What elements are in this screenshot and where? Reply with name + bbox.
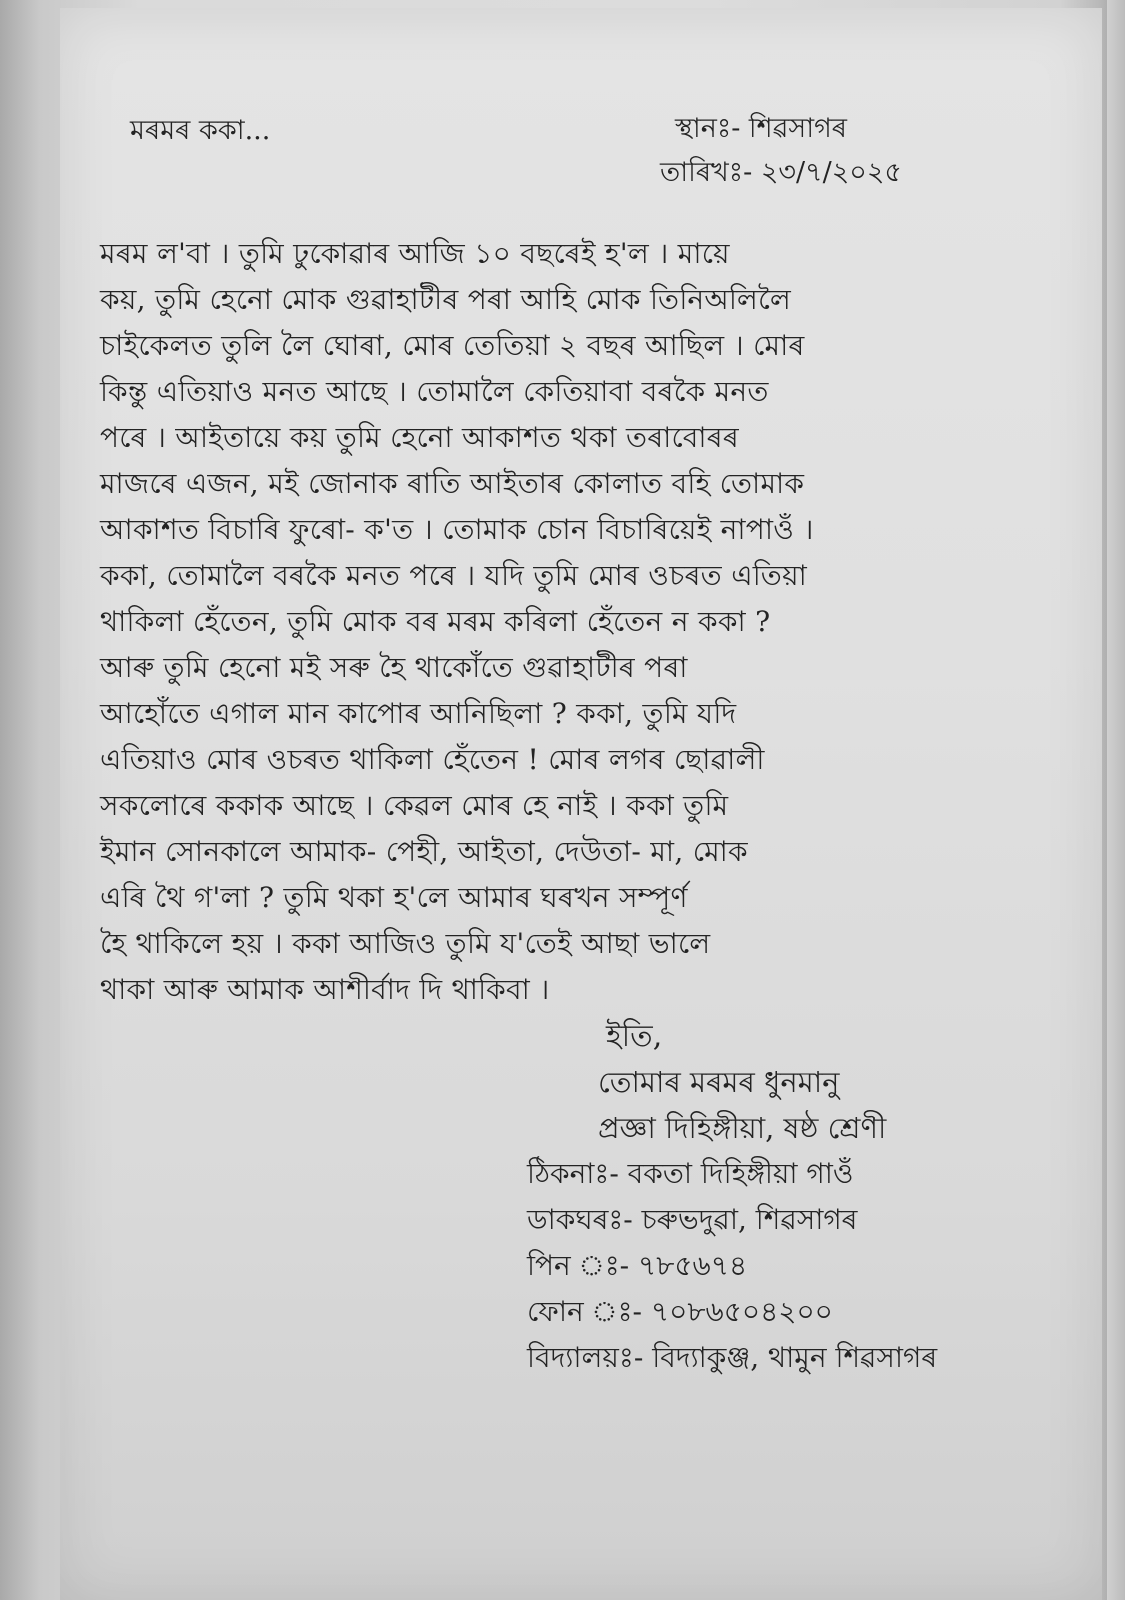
signature-name: তোমাৰ মৰমৰ ধুনমানু bbox=[598, 1065, 840, 1099]
body-line: হৈ থাকিলে হয় । ককা আজিও তুমি য'তেই আছা ভালে bbox=[100, 927, 711, 960]
post-office-line: ডাকঘৰঃ- চৰুভদুৱা, শিৱসাগৰ bbox=[527, 1203, 858, 1236]
signature-class: প্ৰজ্ঞা দিহিঙ্গীয়া, ষষ্ঠ শ্ৰেণী bbox=[598, 1111, 887, 1145]
body-line: ইমান সোনকালে আমাক- পেহী, আইতা, দেউতা- মা, মোক bbox=[100, 835, 748, 868]
phone-line: ফোন ঃ- ৭০৮৬৫০৪২০০ bbox=[527, 1295, 833, 1328]
letter-salutation: মৰমৰ ককা... bbox=[130, 115, 271, 146]
body-line: কিন্তু এতিয়াও মনত আছে । তোমালৈ কেতিয়াবা বৰকৈ মনত bbox=[100, 375, 769, 408]
body-line: মৰম ল'বা । তুমি ঢুকোৱাৰ আজি ১০ বছৰেই হ'ল । মায়ে bbox=[100, 237, 730, 270]
body-line: এতিয়াও মোৰ ওচৰত থাকিলা হেঁতেন ! মোৰ লগৰ ছোৱালী bbox=[100, 743, 765, 776]
body-line: এৰি থৈ গ'লা ? তুমি থকা হ'লে আমাৰ ঘৰখন সম্পূৰ্ণ bbox=[100, 881, 688, 914]
school-line: বিদ্যালয়ঃ- বিদ্যাকুঞ্জ, থামুন শিৱসাগৰ bbox=[527, 1341, 938, 1374]
paper-edge bbox=[1107, 0, 1125, 1600]
body-line: থাকা আৰু আমাক আশীৰ্বাদ দি থাকিবা । bbox=[100, 973, 550, 1006]
letter-closing: ইতি, bbox=[606, 1019, 663, 1054]
body-line: আকাশত বিচাৰি ফুৰো- ক'ত । তোমাক চোন বিচাৰিয়েই নাপাওঁ । bbox=[100, 513, 814, 546]
body-line: কয়, তুমি হেনো মোক গুৱাহাটীৰ পৰা আহি মোক তিনিঅলিলৈ bbox=[100, 283, 791, 316]
body-line: ককা, তোমালৈ বৰকৈ মনত পৰে । যদি তুমি মোৰ ওচৰত এতিয়া bbox=[100, 559, 808, 592]
body-line: আহোঁতে এগাল মান কাপোৰ আনিছিলা ? ককা, তুমি যদি bbox=[100, 697, 737, 730]
body-line: পৰে । আইতায়ে কয় তুমি হেনো আকাশত থকা তৰাবোৰৰ bbox=[100, 421, 739, 454]
body-line: চাইকেলত তুলি লৈ ঘোৰা, মোৰ তেতিয়া ২ বছৰ আছিল । মোৰ bbox=[100, 329, 805, 362]
letter-place: স্থানঃ- শিৱসাগৰ bbox=[675, 113, 847, 144]
body-line: সকলোৰে ককাক আছে । কেৱল মোৰ হে নাই । ককা তুমি bbox=[100, 789, 729, 822]
letter-date: তাৰিখঃ- ২৩/৭/২০২৫ bbox=[660, 157, 902, 188]
body-line: থাকিলা হেঁতেন, তুমি মোক বৰ মৰম কৰিলা হেঁতেন ন ককা ? bbox=[100, 605, 771, 638]
address-line: ঠিকনাঃ- বকতা দিহিঙ্গীয়া গাওঁ bbox=[527, 1157, 854, 1190]
body-line: মাজৰে এজন, মই জোনাক ৰাতি আইতাৰ কোলাত বহি তোমাক bbox=[100, 467, 805, 500]
body-line: আৰু তুমি হেনো মই সৰু হৈ থাকোঁতে গুৱাহাটীৰ পৰা bbox=[100, 651, 688, 684]
pin-line: পিন ঃ- ৭৮৫৬৭৪ bbox=[527, 1249, 748, 1282]
